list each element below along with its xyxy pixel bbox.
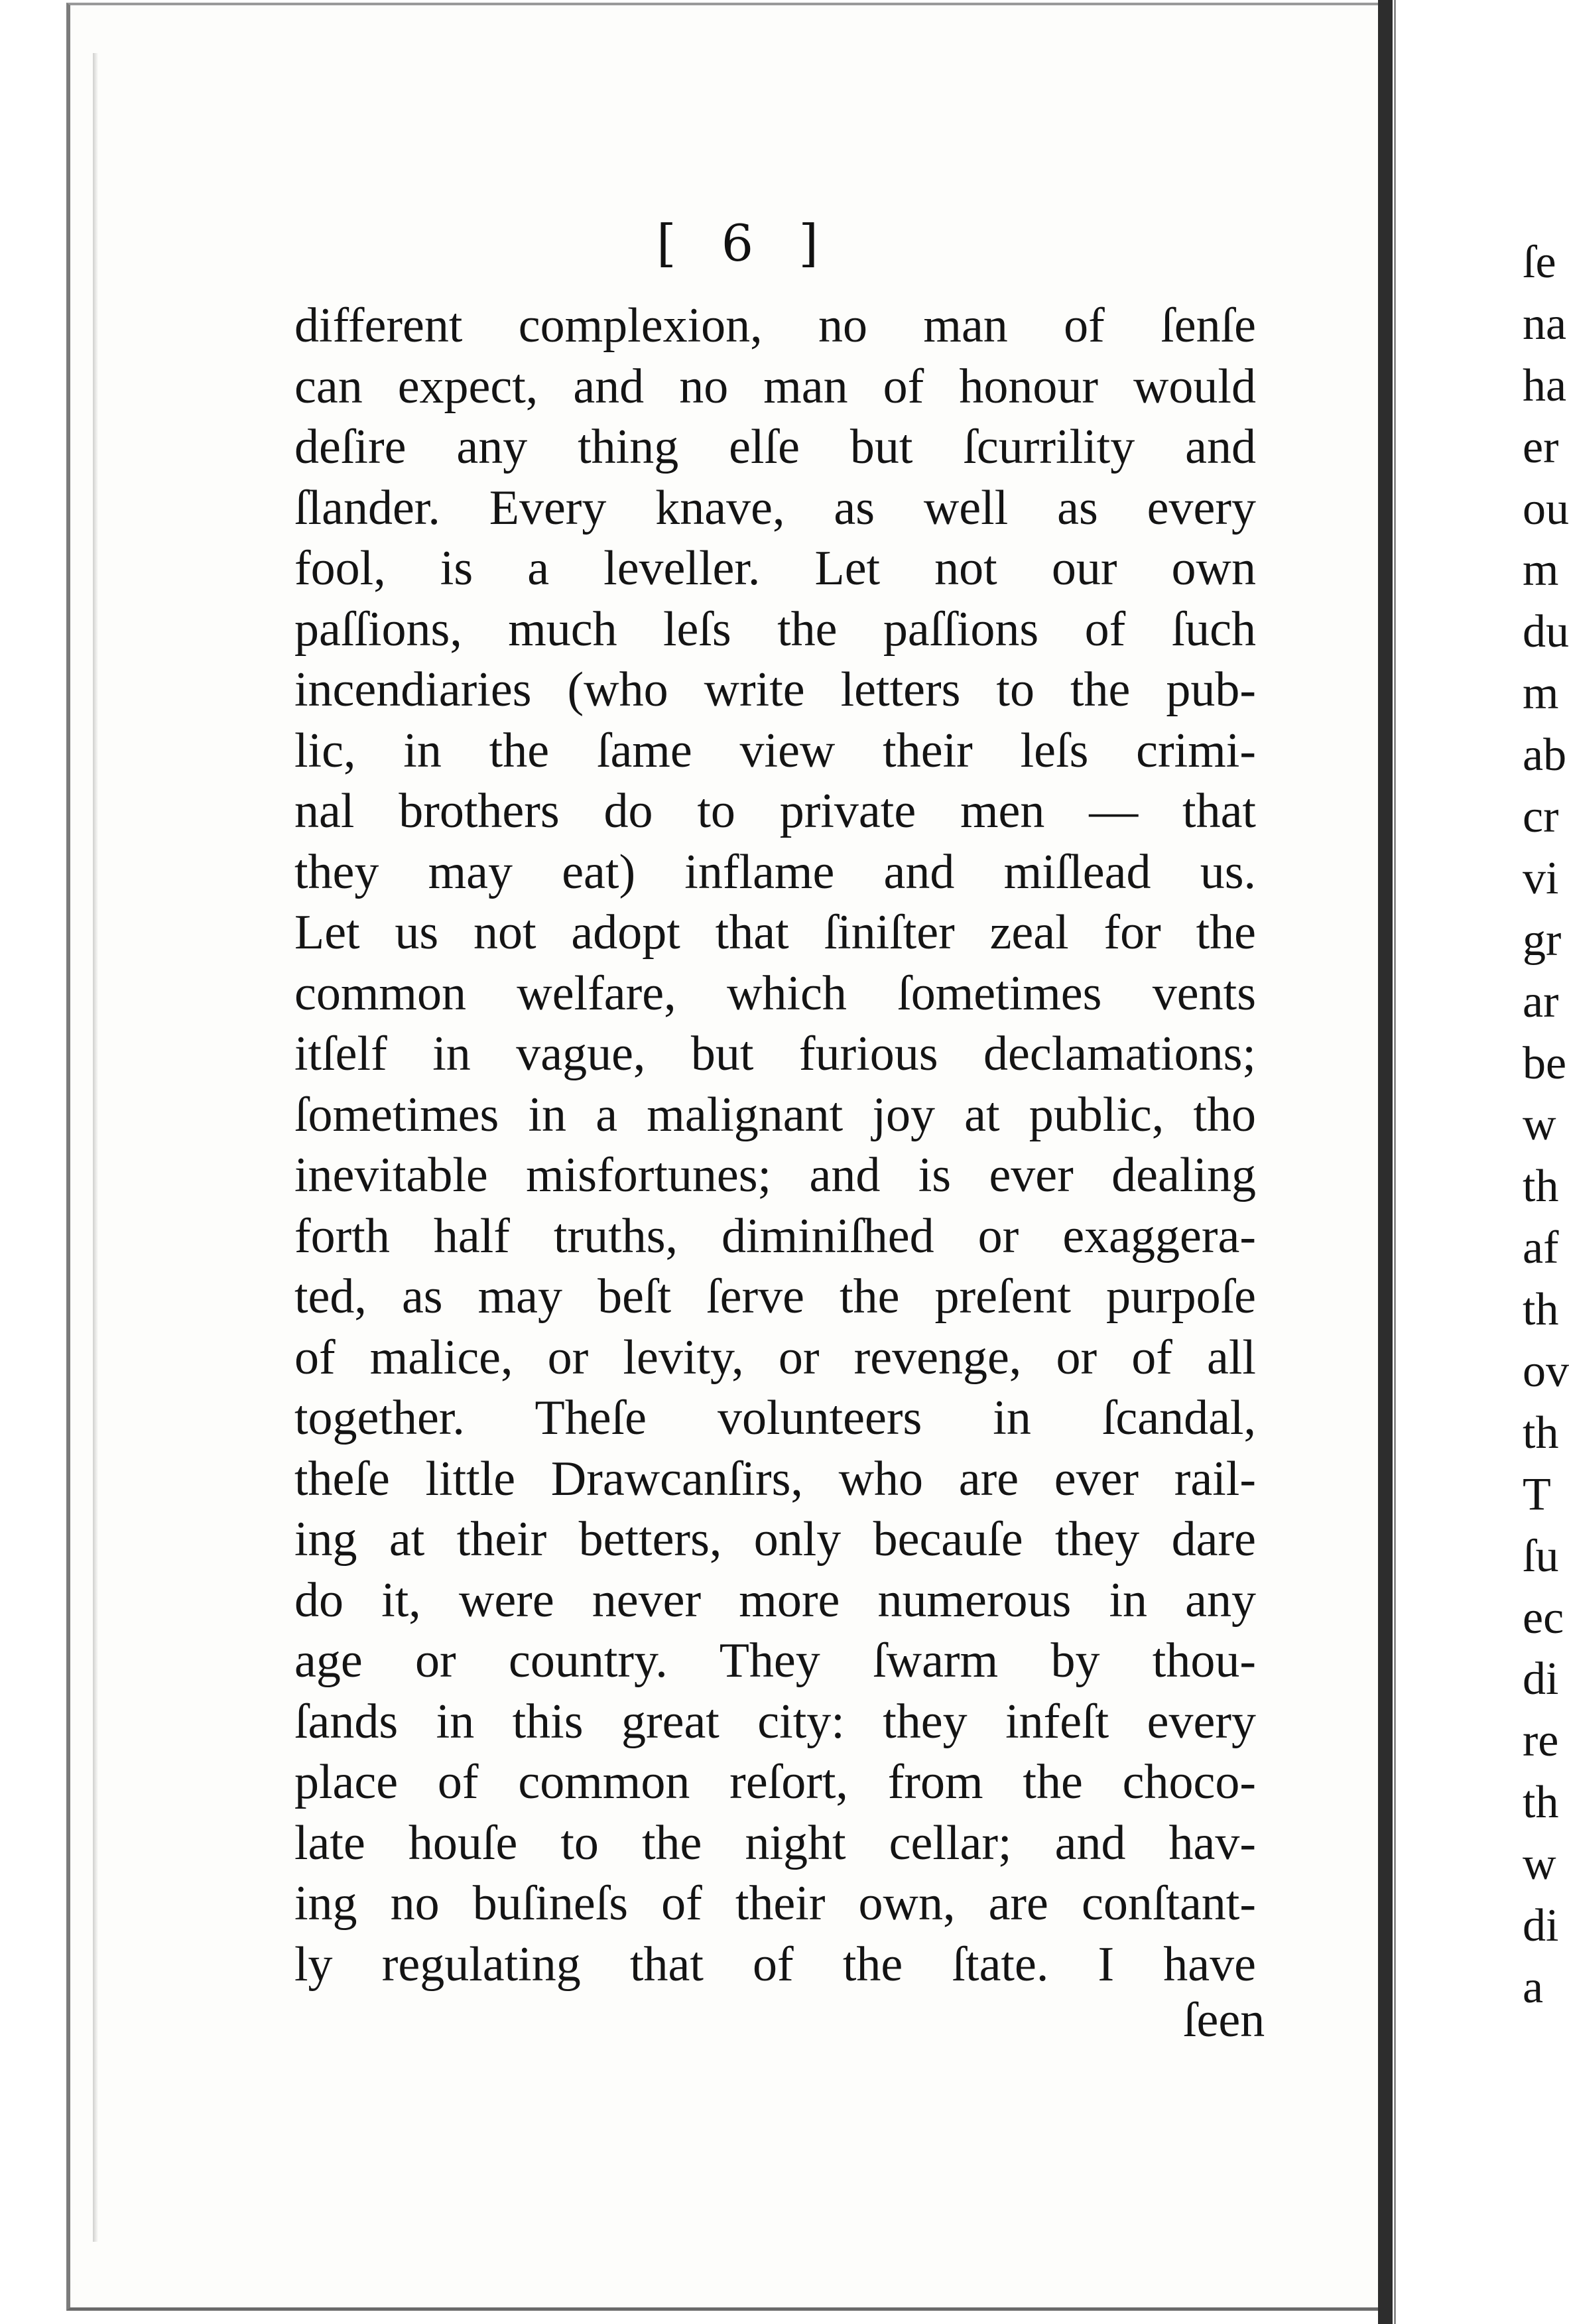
text-line: can expect, and no man of honour would	[294, 359, 1256, 414]
facing-line-fragment: w	[1523, 1839, 1556, 1890]
page-number-header: [ 6 ]	[657, 214, 833, 273]
facing-line-fragment: cr	[1523, 791, 1559, 843]
text-line: ſometimes in a malignant joy at public, tho	[294, 1087, 1256, 1142]
text-line: ted, as may beſt ſerve the preſent purpoſe	[294, 1269, 1256, 1324]
facing-line-fragment: re	[1523, 1715, 1559, 1767]
facing-line-fragment: w	[1523, 1099, 1556, 1151]
facing-page-text-fragments	[1523, 232, 1569, 2019]
page-body-text	[294, 296, 1256, 1995]
page-edge-shadow	[93, 53, 98, 2242]
facing-line-fragment: di	[1523, 1900, 1559, 1952]
text-line: do it, were never more numerous in any	[294, 1573, 1256, 1628]
text-line: place of common reſort, from the choco-	[294, 1755, 1256, 1809]
facing-line-fragment: ov	[1523, 1346, 1569, 1397]
facing-line-fragment: ſu	[1523, 1530, 1559, 1582]
text-line: inevitable misfortunes; and is ever dealing	[294, 1148, 1256, 1202]
text-line: different complexion, no man of ſenſe	[294, 298, 1256, 353]
text-line: Let us not adopt that ſiniſter zeal for the	[294, 905, 1256, 960]
facing-line-fragment: th	[1523, 1407, 1559, 1458]
text-line: nal brothers do to private men — that	[294, 784, 1256, 838]
text-line: ſands in this great city: they infeſt every	[294, 1694, 1256, 1749]
text-line: ſlander. Every knave, as well as every	[294, 480, 1256, 535]
facing-line-fragment: ec	[1523, 1592, 1564, 1644]
text-line: itſelf in vague, but furious declamations;	[294, 1027, 1256, 1081]
facing-line-fragment: gr	[1523, 914, 1562, 966]
facing-line-fragment: m	[1523, 545, 1559, 596]
text-line: fool, is a leveller. Let not our own	[294, 541, 1256, 596]
book-gutter	[1378, 0, 1393, 2324]
text-line: lic, in the ſame view their leſs crimi-	[294, 723, 1256, 778]
catchword: ſeen	[1183, 1993, 1265, 2047]
text-line: ing at their betters, only becauſe they dare	[294, 1512, 1256, 1567]
facing-line-fragment: ha	[1523, 359, 1567, 411]
facing-line-fragment: th	[1523, 1161, 1559, 1212]
facing-line-fragment: er	[1523, 421, 1559, 473]
facing-line-fragment: th	[1523, 1284, 1559, 1336]
facing-line-fragment: af	[1523, 1222, 1559, 1274]
facing-line-fragment: na	[1523, 298, 1567, 350]
text-line: common welfare, which ſometimes vents	[294, 966, 1256, 1021]
text-line: age or country. They ſwarm by thou-	[294, 1634, 1256, 1688]
facing-line-fragment: a	[1523, 1961, 1544, 2013]
text-line: together. Theſe volunteers in ſcandal,	[294, 1391, 1256, 1445]
text-line: theſe little Drawcanſirs, who are ever rail-	[294, 1451, 1256, 1506]
facing-line-fragment: ar	[1523, 976, 1559, 1027]
facing-line-fragment: ab	[1523, 730, 1567, 781]
text-line: ly regulating that of the ſtate. I have	[294, 1937, 1256, 1992]
text-line: paſſions, much leſs the paſſions of ſuch	[294, 602, 1256, 657]
facing-line-fragment: vi	[1523, 852, 1559, 904]
facing-line-fragment: th	[1523, 1777, 1559, 1829]
facing-line-fragment: T	[1523, 1468, 1551, 1520]
text-line: of malice, or levity, or revenge, or of all	[294, 1330, 1256, 1385]
facing-line-fragment: ſe	[1523, 237, 1556, 288]
facing-line-fragment: m	[1523, 668, 1559, 720]
text-line: late houſe to the night cellar; and hav-	[294, 1815, 1256, 1870]
text-line: forth half truths, diminiſhed or exaggera-	[294, 1208, 1256, 1263]
text-line: incendiaries (who write letters to the pub-	[294, 663, 1256, 717]
facing-line-fragment: di	[1523, 1653, 1559, 1705]
facing-line-fragment: ou	[1523, 483, 1569, 535]
text-line: ing no buſineſs of their own, are conſtant-	[294, 1876, 1256, 1931]
facing-line-fragment: du	[1523, 606, 1569, 658]
facing-line-fragment: be	[1523, 1037, 1567, 1089]
text-line: deſire any thing elſe but ſcurrility and	[294, 420, 1256, 474]
text-line: they may eat) inflame and miſlead us.	[294, 844, 1256, 899]
